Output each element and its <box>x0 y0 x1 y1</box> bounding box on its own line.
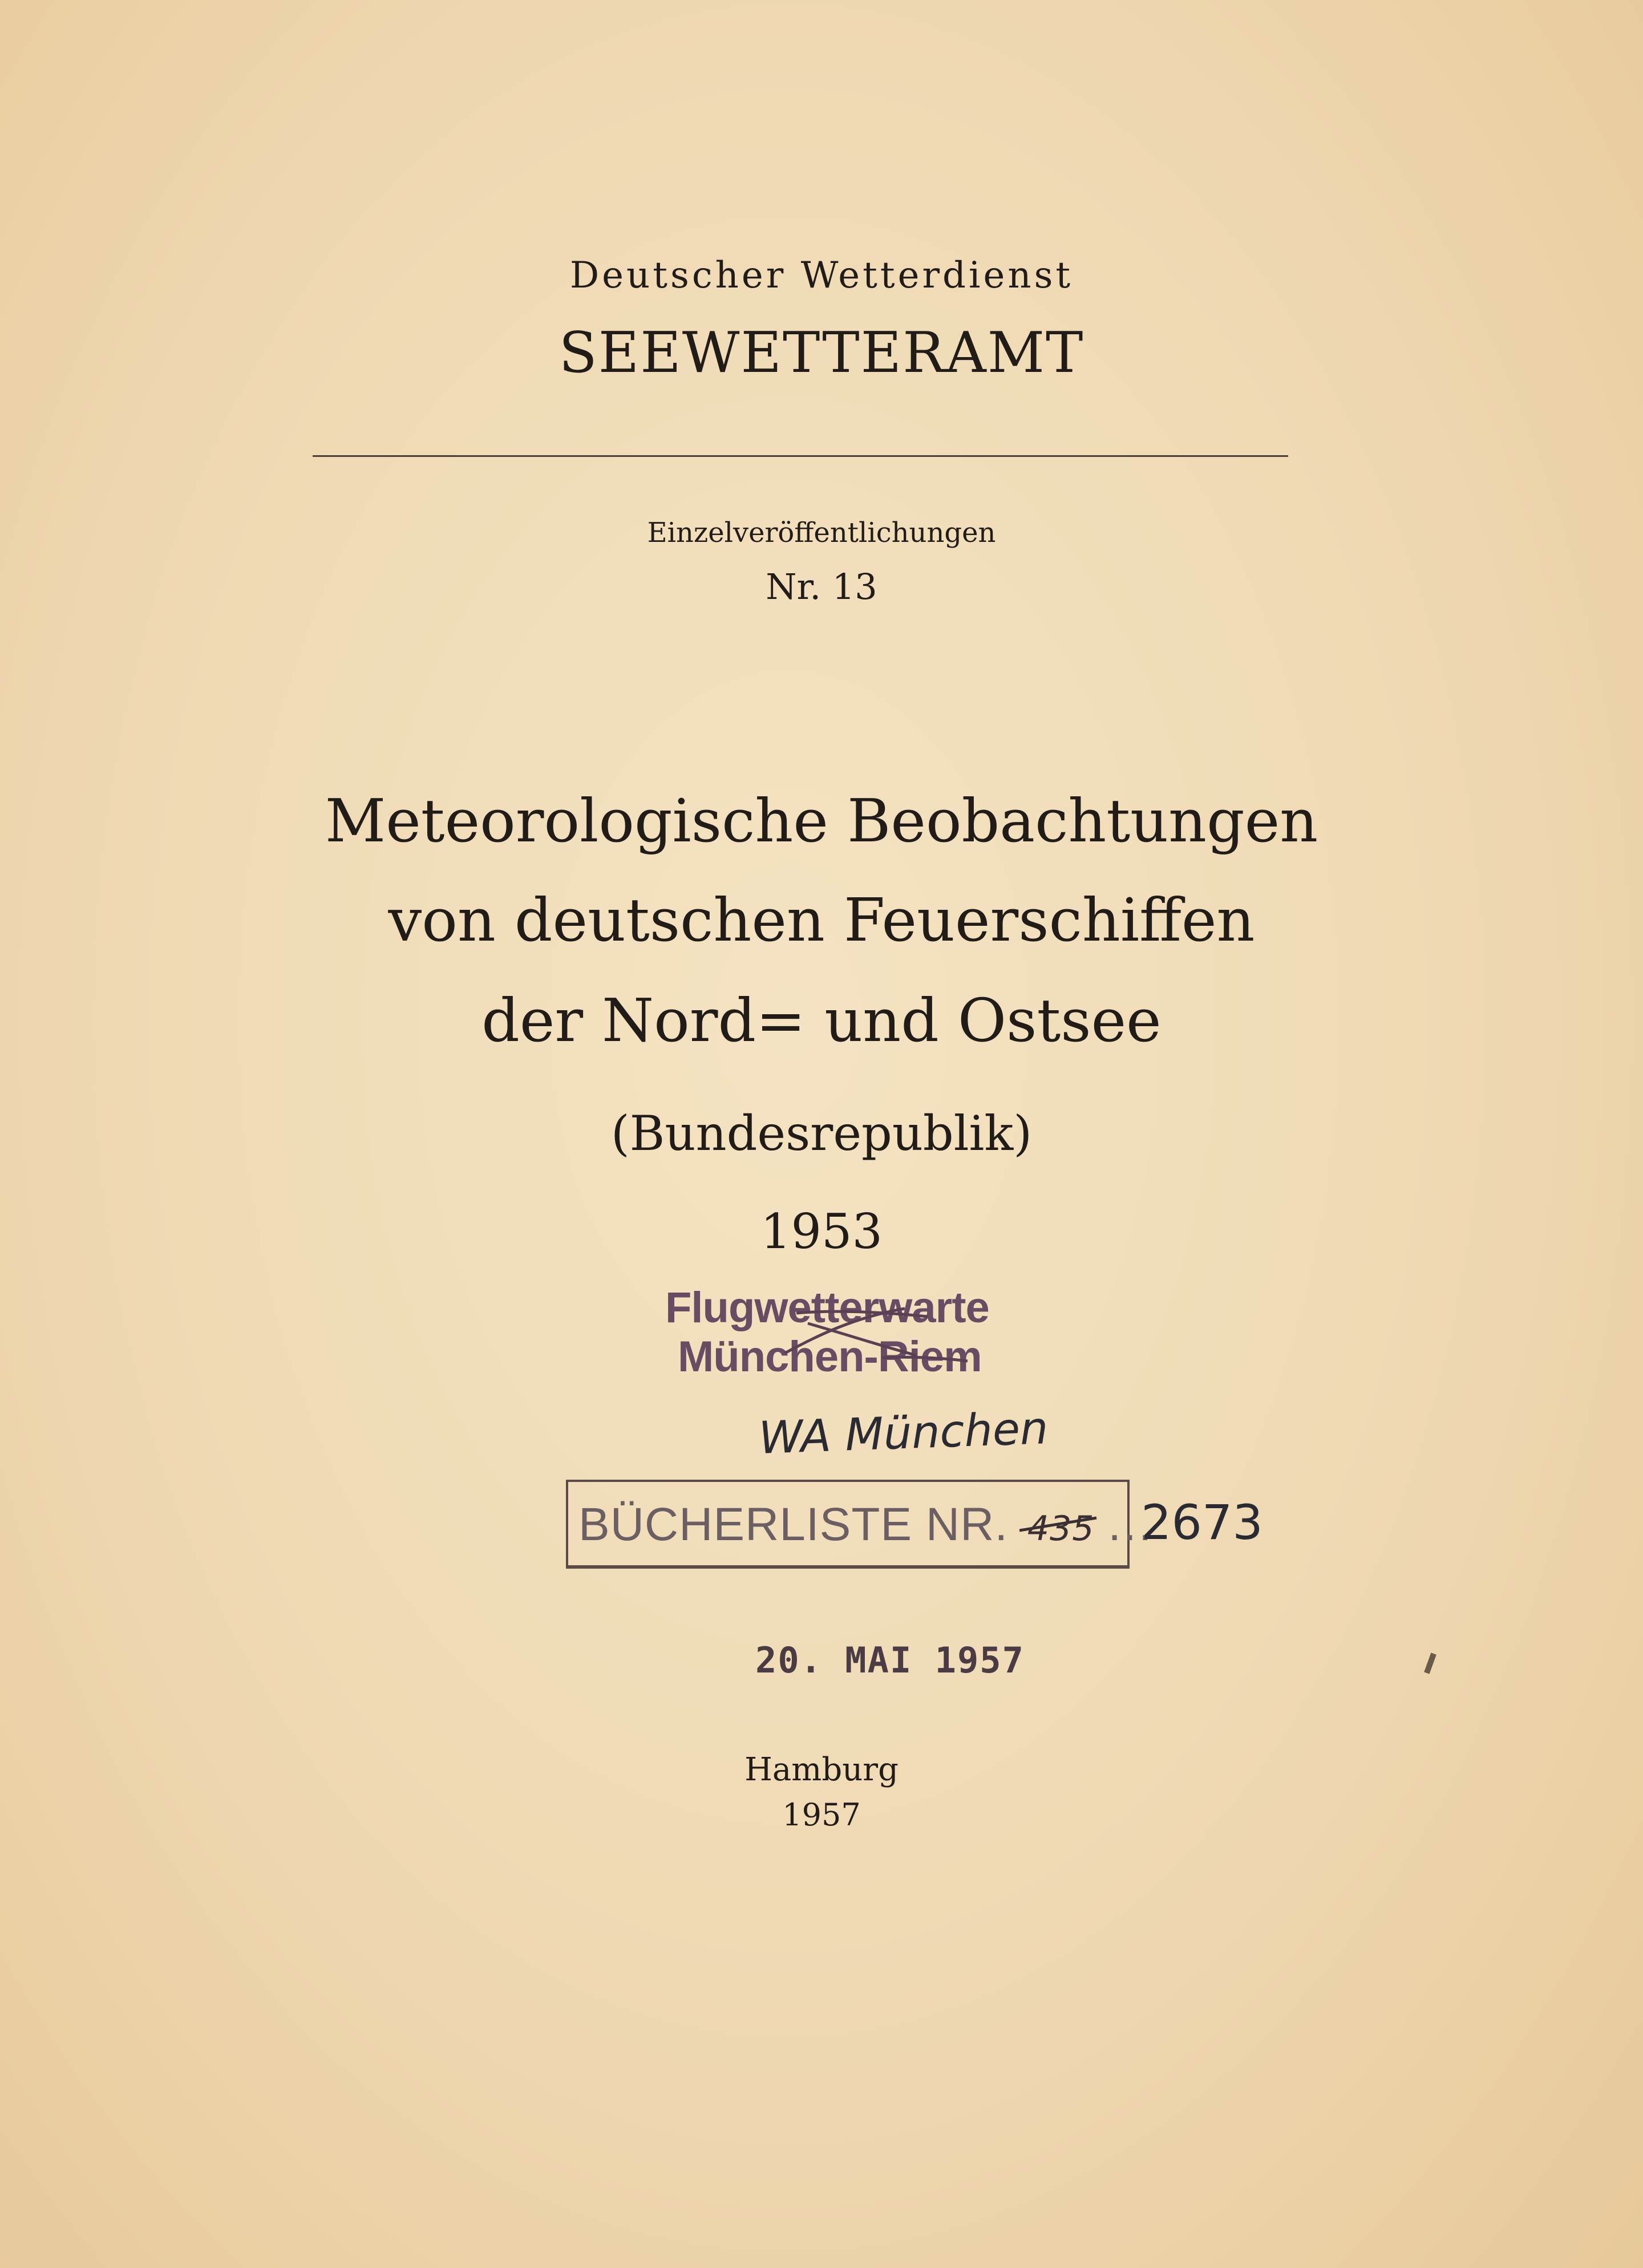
library-stamp <box>665 1283 1007 1382</box>
subtitle: (Bundesrepublik) <box>610 1105 1033 1161</box>
title-line-3: der Nord= und Ostsee <box>481 986 1162 1055</box>
library-stamp-line-2: München-Riem <box>678 1333 982 1381</box>
publication-year-covered: 1953 <box>760 1204 883 1259</box>
handwritten-library-note: WA München <box>758 1403 1049 1464</box>
paper-mark <box>1424 1653 1436 1674</box>
title-line-2: von deutschen Feuerschiffen <box>388 885 1255 955</box>
strike-through-marks <box>665 1283 1007 1386</box>
struck-list-number-text: 435 <box>1027 1509 1095 1549</box>
struck-list-number <box>1027 1498 1108 1550</box>
book-list-stamp-text: BÜCHERLISTE NR. 435 ... <box>578 1498 1154 1550</box>
handwritten-list-number: 2673 <box>1141 1495 1263 1550</box>
book-list-stamp <box>566 1480 1154 1569</box>
imprint-place: Hamburg <box>744 1751 899 1788</box>
organization: Deutscher Wetterdienst <box>569 254 1074 297</box>
series-number: Nr. 13 <box>766 566 877 608</box>
header-divider <box>313 455 1288 457</box>
library-stamp-line-1: Flugwetterwarte <box>665 1283 989 1332</box>
office-name: SEEWETTERAMT <box>559 321 1084 386</box>
series-label: Einzelveröffentlichungen <box>647 517 996 549</box>
title-line-1: Meteorologische Beobachtungen <box>325 786 1318 856</box>
book-list-label: BÜCHERLISTE NR. <box>578 1498 1009 1550</box>
received-date-stamp: 20. MAI 1957 <box>755 1639 1025 1681</box>
struck-number-line <box>1019 1513 1099 1536</box>
imprint-year: 1957 <box>782 1797 861 1833</box>
